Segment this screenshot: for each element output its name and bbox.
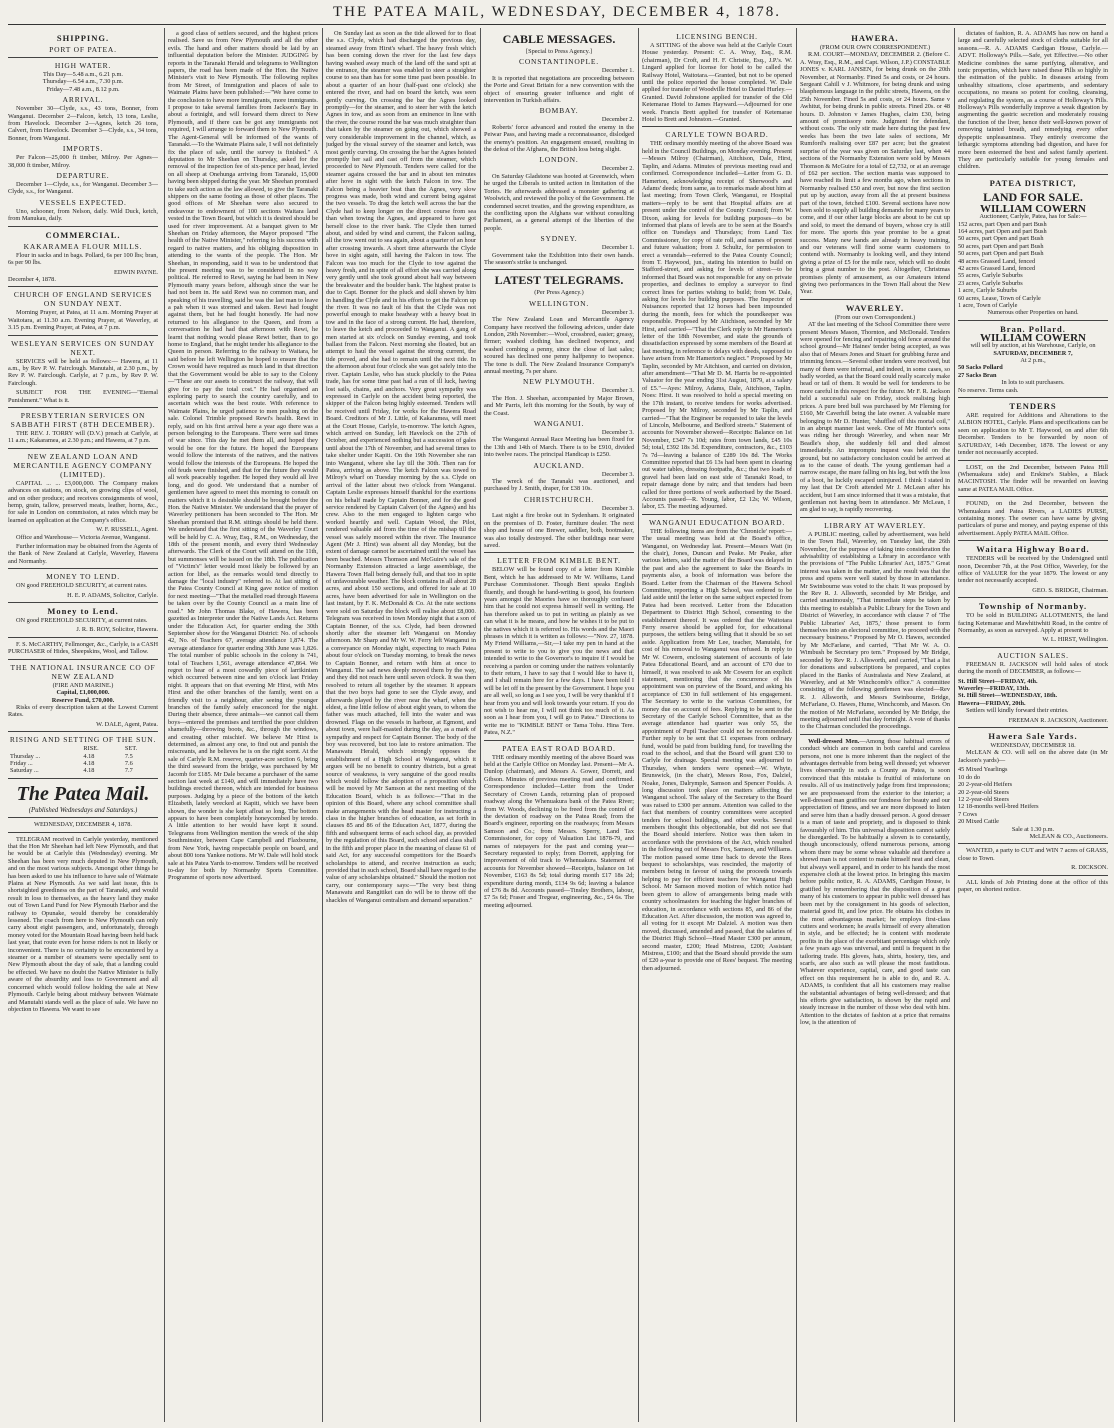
road-board-heading: PATEA EAST ROAD BOARD. bbox=[502, 743, 616, 753]
column-3 bbox=[326, 30, 476, 1420]
nz-loan-more: Further information may be obtained from the Agents of the Bank of New Zealand at Carlyle, Waverley, Hawera and Normanby. bbox=[8, 543, 158, 565]
list-item: 164 acres, part Open and part Bush bbox=[958, 227, 1047, 235]
editorial-text: TELEGRAM received in Carlyle yesterday, mentioned that the Hon Mr Sheehan had left New Plymouth, and that he would be at Carlyle this (Wednesday) evening. Mr Sheehan has been very much deputed in New Plymouth, and on the most various subjects. Amongst other things he has been asked to use his influence to have sale of Waimate Plains at New Plymouth. As we said last issue, this is shortsighted greediness on the part of Taranaki, and would result in loss to themselves, as the heavy land they make out of Town Land Fund for New Plymouth Harbor and the railway to Opunake, would thereby be considerably lessened. The coach from here to New Plymouth can only carry about eight passengers, and, unfortunately, through money voted for the Mountain Road having been held back last year, that route even for horse riders is not in likely or inconvenient. There is no certainty to be encountered by a steamer or a number of steamers were specially sent to New Plymouth about the day of sale, that a landing could be effected. We have no doubt the Native Minister is fully aware of the absurdity and loss to Government and all concerned which would follow holding the sale at New Plymouth. Carlyle being about midway between Waimate and Manutahi stands well as the place of sale. We have no objection to Hawera. We want to see bbox=[8, 835, 158, 1013]
column-1 bbox=[8, 30, 158, 1420]
column-6 bbox=[800, 30, 950, 1420]
list-item: 1 acre, Town of Carlyle bbox=[958, 302, 1018, 309]
licensing-heading: LICENSING BENCH. bbox=[676, 32, 758, 41]
column-5 bbox=[642, 30, 792, 1420]
cable-text: It is reported that negotiations are proceeding between the Porte and Great Britain for a new convention with the object of ensuring greater influence and right of intervention in Turkish affairs. bbox=[484, 74, 634, 105]
shipping-heading: SHIPPING. bbox=[56, 33, 110, 43]
arrival-heading: ARRIVAL. bbox=[62, 95, 104, 105]
column-divider bbox=[954, 28, 955, 1422]
list-item: 20 2-year-old Steers bbox=[958, 788, 1009, 796]
dateline: AUCKLAND. bbox=[533, 460, 585, 470]
imports-text: Per Falcon—25,000 ft timber, Milroy. Per Agnes—38,000 ft timber, Milroy. bbox=[8, 154, 158, 169]
list-item: 10 do do bbox=[958, 773, 981, 781]
normanby-text: TO be sold in BUILDING ALLOTMENTS, the land facing Ketemarae and Mawhitiwhiti Road, in the centre of Normanby, as soon as surveyed. Apply at present to bbox=[958, 612, 1108, 634]
list-item: 50 acres, part Open and part Bush bbox=[958, 242, 1044, 250]
nz-loan-office: Office and Warehouse— Victoria Avenue, Wanganui. bbox=[16, 533, 151, 541]
list-item: 42 acres Grassed Land, fenced bbox=[958, 264, 1036, 272]
list-item: 7 Cows bbox=[958, 810, 978, 818]
list-item: 50 acres, part Open and part Bush bbox=[958, 250, 1044, 258]
date: December 1. bbox=[601, 67, 634, 75]
adams-holloway-text: dictates of fashion, R. A. ADAMS has now on hand a large and carefully selected stock of cloths suitable for all seasons.—R. A. ADAMS Cardigan House, Carlyle.—ADVT. Holloway's Pills.—Safe, yet Effective.—No other Medicine combines the same purifying, alterative, and tonic properties, which have raised these Pills so highly in the estimation of the public. In diseases arising from unhealthy situations, close apartments, and sedentary occupations, no means so potent for cooling, cleansing, and regulating the system, as a course of Holloway's Pills. Holloway's Pills wonderfully improve a weak digestion by augmenting the gastric secretion and moderately rousing the function of the liver, hence their well-known power of removing tainted breath, and remedying every other dyspeptic unpleasantness. They entirely overcome the lethargic symptoms attending bad digestion, and have for more been esteemed the best and safest family aperient. They are particularly suitable for young females and children. bbox=[958, 30, 1108, 171]
date: December 3. bbox=[601, 504, 634, 512]
letter-heading: LETTER FROM KIMBLE BENT. bbox=[497, 556, 621, 566]
carlyle-board-heading: CARLYLE TOWN BOARD. bbox=[665, 130, 769, 140]
paper-date: WEDNESDAY, DECEMBER 4, 1878. bbox=[34, 821, 132, 829]
education-board-heading: WANGANUI EDUCATION BOARD. bbox=[648, 517, 786, 527]
tenders-text: ARE required for Additions and Alterations to the ALBION HOTEL, Carlyle. Plans and specifications can be seen on application to Mr T. Haywood, on and after 6th December. Tenders to be forwarded by noon of SATURDAY, 14th December, 1878. The lowest or any tender not necessarily accepted. bbox=[958, 412, 1108, 457]
bran-name: WILLIAM COWERN bbox=[979, 331, 1087, 344]
mclean-time: Sale at 1.30 p.m. bbox=[1011, 825, 1055, 833]
table-row: Friday ... 4.18 7.6 bbox=[10, 759, 133, 767]
waverley-sub: (From our own Correspondent.) bbox=[834, 313, 916, 321]
column-divider bbox=[638, 28, 639, 1422]
dateline: BOMBAY. bbox=[539, 106, 579, 116]
list-item: 50 Sacks Pollard bbox=[958, 364, 1003, 372]
sun-heading: RISING AND SETTING OF THE SUN. bbox=[9, 735, 157, 745]
list-item: 23 acres, Carlyle Suburbs bbox=[958, 279, 1023, 287]
insurance-signature: W. DALE, Agent, Patea. bbox=[96, 720, 158, 728]
cowern-name: WILLIAM COWERN bbox=[979, 202, 1087, 215]
cable-text: Government take the Exhibition into their own hands. The season's strike is unchanged. bbox=[484, 251, 634, 266]
column-divider bbox=[164, 28, 165, 1422]
date: December 2. bbox=[601, 165, 634, 173]
jackson-text: FREEMAN R. JACKSON will hold sales of stock during the month of DECEMBER, as follows:— bbox=[958, 660, 1108, 676]
list-item: Waverley—FRIDAY, 13th. bbox=[958, 685, 1030, 693]
wesleyan-text: SERVICES will be held as follows:— Hawera, at 11 a.m., by Rev P. W. Fairclough. Manutahi, at 2.30 p.m., by Rev P. W. Fairclough. Carlyle, at 7 p.m., by Rev P. W. Fairclough. bbox=[8, 357, 158, 387]
list-item: St. Hill Street—WEDNESDAY, 18th. bbox=[958, 692, 1058, 700]
waitara-text: TENDERS will be received by the Undersigned until noon, December 7th, at the Post Office, Waverley, for the office of VALUER for the year 1879. The lowest or any tender not necessarily accepted. bbox=[958, 555, 1108, 585]
commercial-heading: COMMERCIAL. bbox=[45, 229, 121, 240]
paper-subtitle: (Published Wednesdays and Saturdays.) bbox=[28, 806, 138, 814]
list-item: 60 acres, Lease, Town of Carlyle bbox=[958, 294, 1041, 302]
shipping-news-text: On Sunday last as soon as the tide allowed for to float the s.s. Clyde, which had discharged the previous day, steamed away from Hirst's wharf. The heavy fresh which has been coming down the river for the last few days having washed away much of the land off the sand spit at the entrance, the steamer was enabled to steer a straighter course to sea than has for some time past been possible. In about a quarter of an hour (half-past one o'clock) she entered the river, and had on board the ketch, was seen gently curving. On crossing the bar the Agnes looked promptly—for the steamer, and to steer her with the ketch Agnes in tow, and as soon from an eminence in line with the river, the course round the bar was much straighter than that taken by the steamer on going out, which showed a very considerable improvement in the channel, which, as judged by the visual survey of the steamer and ketch, was most gently curving. On crossing the bar the Agnes hoisted promptly her sail and cast off from the steamer, which proceeded to New Plymouth. Tenders were called for the steamer agains crossed the bar and in about ten minutes after hove in sight with the ketch Falcon in tow. The Falcon being a heavier boat than the Agnes, very slow progress was made, both wind and current being against the two vessels. To drag the ketch well across the bar the Clyde had to keep longer on the direct course from sea than when towing the Agnes, and appeared to have got herself close to the river bank. The Clyde then turned about, and sided by wind and current, the Falcon sailing, all the tow went out to sea again, about a quarter of an hour after crossing inwards. A short time afterwards the Clyde hove in sight again, still having the Falcon in tow. The Falcon was too much for the Clyde to tow against the heavy fresh, and in spite of all effort she was carried along very gently until she took ground about half way between the breakwater and the boulder bank. The highest praise is due to Capt. Bonner for the pluck and skill shown by him in handling the Clyde and in his efforts to get the Falcon up the river. It was no fault of his that the Clyde was not powerful enough to make headway with a heavy boat in tow and in the face of a strong current. He had, therefore, to leave the ketch and proceeded to Wanganui. A gang of men started at six o'clock on Sunday evening, and took ballast from the Falcon. Next morning she floated, but an attempt to haul the vessel against the strong current, the tide proved, and she had to remain until the next tide. In the afternoon about four o'clock she was got safely into the river. Captain Leslie, who has stuck pluckily to the Patea trade, has for some time past had a run of ill luck, having lost sails, chains, and anchors. Very great sympathy was expressed in Carlyle on the accident being reported, the skipper of the Falcon being highly esteemed. Tenders will be received until Friday, for works for the Hawera Road Board. Creditors of Mr J. Little, of Kakaramea, will meet at the Court House, Carlyle, to-morrow. The ketch Agnes, which arrived on Sunday, left Havelock on the 27th of October, and experienced nothing but a succession of gales until about the 17th of November, and had several times to take shelter under Kapiti. On the 19th November she ran into Wanganui, where she lay till the 30th. Then ran for Patea, arriving as above. The ketch Falcon was towed to Milroy's wharf on Tuesday morning by the s.s. Clyde on arrival of the latter about two o'clock from Wanganui. Captain Leslie expresses himself thankful for the exertions on his behalf made by Captain Bonner, and for the good service rendered by Captain Calvert (of the Agnes) and his crew. Also to the men engaged to lighten cargo who worked heartily and well. Captain Wood, the Pilot, rendered valuable aid from the time of the mishap till the vessel was safely moored within the river. The Insurance Agent (Mr J. Hirst) was absent all day Monday, but the extent of damage cannot be ascertained until the vessel has been beached. Messrs Thomson and McGuire's sale of the Normanby Extension attracted a large assemblage, the Hawera Town Hall being densely full, and that too in spite of unfavourable weather. The block contains in all about 28 acres, and about 150 sections, and offered for sale at 10 acres, have been advertised for sale in Wellington on the last instant, by F. K. McDonald & Co. At the rate sections were sold on Saturday the block will realise about £8,000. Telegram was received in town Monday night that a son of Captain Bonner, of the s.s. Clyde, had been drowned shortly after the steamer left Wanganui on Monday afternoon. Mr Sharp and Mr W. W. Ferry left Wanganui in a conveyance on Monday night, expecting to reach Patea about four o'clock on Tuesday morning, to break the news to Captain Bonner, and return with him at once to Wanganui. The sad news deeply moved them by the way, and they did not reach here until seven o'clock. It was then resolved to return all together by the steamer. It appears that the two boys had gone to see the Clyde away, and afterwards played by the river near the wharf, when the eldest, a fine little fellow of about eight years, to whom the father was much attached, fell into the water and was drowned. Flags on the vessels in harbour, at Egmont, and about town, were half-masted during the day, as a mark of sympathy and respect for Captain Bonner. The body of the boy was recovered, but too late to restore animation. The Manawatu Herald, which strongly opposes the establishment of a High School at Wanganui, which it argues will be no benefit to country districts, but a great source of weakness, is very sanguine of the good results which would follow the adoption of a proposition which will be moved by Mr Samson at the next meeting of the Education Board, which is as follows:—"That in the opinion of this Board, where any school committee shall make arrangements with the head master for instructing a class in the higher branches of education, as set forth in clauses 85 and 86 of the Education Act, 1877, during the fifth and subsequent terms of each school day, as provided by the regulation of this Board, such school and class shall in the fifth and proper place in the meaning of clause 61 of said Act, for any successful competitors for the Board's scholarships to attend, and receive instruction as such; provided that in such school, Board shall have regard to the value of any scholarships obtained." Should the motion not carry, our contemporary says:—"The very best thing Manawatu and Rangitikei can do will be to throw off the shackles of Wanganui centralism and demand separation." bbox=[326, 30, 476, 904]
auction-heading: AUCTION SALES. bbox=[997, 650, 1069, 660]
dateline: LONDON. bbox=[539, 155, 579, 165]
district-heading: PATEA DISTRICT, bbox=[989, 177, 1077, 188]
local-news-text: a good class of settlers secured, and the highest prices realised. Save us from New Plymouth and all the other evils. The hand and other matters should be laid by an influential deputation before the Minister. JUDGING by reports in the Taranaki Herald and telegrams to Wellington papers, the road has been made of the Hon. the Native Minister's visit to New Plymouth. The following replies from Mr Street, of Immigration and places of sale to Waimate Plains have been published:—"We have come to the conclusion to have more immigrants, more immigrants. I propose to take several families from Jackson's Bay in about a fortnight, and will forward them direct to New Plymouth, and if there can be got any immigrants not required, I will arrange to forward them to New Plymouth. The Agent-General will be informed of the wants of Taranaki.—To the Waimate Plains sale, I will not definitely fix the place of sale, until the survey is finished." A deputation to Mr Sheehan on Thursday, asked for the removal of the inspection fee of six-pence per head, levied on all sheep at Onehunga arriving from Taranaki, 15,000 having been shipped during the year. Mr Sheehan promised to take such action as the law allowed, to give the Taranaki shippers on the same footing as those of other places. The good offices of Mr Sheehan were also secured to endeavour to endowment of 100 sections Waitara land vested in the Town Board, but which it is desired should be used for river improvement. At a banquet given to Mr Sheehan on Friday afternoon, the Mayor proposed "The health of the Native Minister," referring to his success with regard to native matters, and his obliging disposition in attending to the wants of the people. The Hon. Mr Sheehan, in responding, said it was to be understood that the present meeting was to be considered in no way political. He referred to Rewi, saying he had been in New Plymouth many years before, although since the war he had not been in. He said Rewi was no common man, and speaking of his travelling, said he was the last man to leave a pah when it was stormed and taken. Rewi had fought against them, but he had fought honestly. He had now returned to his allegiance to the Queen, and from a conversation he had had that afternoon with Rewi, he learnt that nothing would please Rewi better, than to go home to England, that he might tender his allegiance to the Queen in person. Referring to the railway to Waitara, he said before he left Wellington he hoped to ensure that the Crown would have required as much land in that direction that the Government would be able to say to the Colony—"These are our assets to construct the railway, that will give for to pay the total cost." He had organised an exploring party to search the country carefully, and to ascertain which was the best route. With reference to Waimate Plains, he urged patience to men pushing on the sale. Colonel Trimble proposed Rewi's health. Rewi in reply, said on his first arrival here a year ago there was a person belonging to the Europeans. There were sad times of war since. This day he met them all, and hoped they would be one for the future. He hoped the Europeans would follow the interests of the natives, and the natives would follow the interests of the Europeans. He hoped the old feuds were finished, and that for the future they would all work peaceably together. He hoped they would all live long, and do good. We understand that a number of gentlemen have agreed to meet this morning to consult on matters which it is desirable should be brought before the Hon. the Native Minister. We understand that the prayer of Waverley petitioners has been seconded to The Hon. Mr Sheehan promised that R.M. sittings should be held there. We understand that the first sitting of the Waverley Court will be held by C. A. Wray, Esq., R.M., on Wednesday, the 18th of the present month, and every third Wednesday afterwards. The Clerk of the Court will attend on the 11th, but summonses will be issued on the 18th. The publication of "Victim's" letter would most likely be followed by an action for libel, as the remarks would tend directly to damage the "local industry" referred to. At last sitting of the Patea County Council at King gave notice of motion for next meeting—"That the metalled road through Hawera be taken over by the County Council as a main line of road." Mr John Thomas Blake, of Hawera, has been gazetted as Interpreter under the Native Lands Act. Returns under the Education Act, for quarter ending the 30th September show for the Wanganui District: No. of schools 42, No. of Teachers 67, average attendance 1,874. The average attendance for quarter ending 30th June was 1,826. The total number of public schools in the colony is 741, total of Teachers 1,561, average attendance 47,864. We regret to hear of a most cowardly piece of larrikinism which occurred between nine and ten o'clock last Friday night. It appears that on that evening Mr Hirst, with Mrs Hirst and the other branches of the family, went on a friendly visit to a neighbour, after seeing the younger branches of the family safely ensconced for the night. During their absence, three animals—we cannot call them boys—entered the premises and terrified the poor children shamefully—throwing boots, &c., through the windows, and creating other mischief. We believe Mr Hirst is determined, as almost any one, to find out and punish the miscreants, and he believes he is on the right scent. At the sale of Carlyle R.M. reserve, quarter-acre section 6, being the third seaward from the bridge, was purchased by Mr Jacomb for £185. Mr Dale became a purchaser of the same section last week at £140, and will immediately have two buildings erected thereon, which are intended for business purposes. Judging by a piece of the bottom of the ketch Elizabeth, lately wrecked at Kapiti, which we have been shown, the wonder is she kept afloat so long. The bottom appears to have been completely honeycombed by teredo. A little attention to her would have kept it sound. Telegrams from Wellington mention the wreck of the ship Southminster, between Cape Campbell and Flaxbourne, from New York, having respectable people on board, and about 800 tons Yankee notions. Mr W. Dale will hold stock sale at his Patea Yards to-morrow. Tenders will be received to-day for both by Normanby Sports Committee. Programme of sports now advertised. bbox=[168, 30, 318, 882]
well-dressed-heading: Well-dressed Men. bbox=[808, 737, 860, 745]
list-item: Hawera—FRIDAY, 20th. bbox=[958, 699, 1026, 707]
telegram-text: Last night a fire broke out in Sydenham. It originated on the premises of D. Foster, furniture dealer. The next shop and house of one Brewer, saddler, both, bootmaker, was also totally destroyed. The other buildings near were saved. bbox=[484, 512, 634, 549]
column-divider bbox=[322, 28, 323, 1422]
found-notice: FOUND, on the 2nd December, between the Whenuakura and Patea Rivers, a LADIES PURSE, containing money. The owner can have same by giving particulars of purse and money, and paying expense of this advertisement. Apply PATEA MAIL Office. bbox=[958, 500, 1108, 537]
high-water-line: Friday—7.48 a.m., 8.12 p.m. bbox=[46, 85, 120, 93]
wesleyan-subject: SUBJECT FOR THE EVENING—"Eternal Punishment." What is it. bbox=[8, 389, 158, 404]
presbyterian-text: THE REV. J. TORRY will (D.V.) preach at Carlyle, at 11 a.m.; Kakaramea, at 2.30 p.m.; and Hawera, at 7 p.m. bbox=[8, 429, 158, 445]
waitara-heading: Waitara Highway Board. bbox=[976, 544, 1090, 555]
money-heading: MONEY TO LEND. bbox=[46, 572, 120, 582]
vessels-text: Uno, schooner, from Nelson, daily. Wild Duck, ketch, from Manukau, daily. bbox=[8, 207, 158, 223]
bran-heading: Bran. Pollard. bbox=[1000, 323, 1066, 334]
high-water-line: This Day—5.48 a.m., 6.21 p.m. bbox=[43, 71, 123, 78]
dateline: NEW PLYMOUTH. bbox=[522, 377, 595, 387]
mccarthy-ad: F. S. McCARTHY, Fellmonger, &c., Carlyle, is a CASH PURCHASER of Hides, Sheepskins, Wool, and Tallow. bbox=[8, 640, 158, 656]
table-row: RISE. SET. bbox=[83, 745, 138, 753]
paper-title: The Patea Mail. bbox=[16, 782, 150, 805]
carlyle-board-text: THE ordinary monthly meeting of the above Board was held in the Council Buildings, on Monday evening. Present—Messrs Milroy (Chairman), Aitchison, Dale, Hirst, Taplin, and Adams. Minutes of previous meeting read and confirmed. Correspondence included—Letter from G. D. Hamerton, acknowledging receipt of Sherwood's and Adams' deeds; from same, as to remarks made about him at last meeting; from Town Clerk, Wanganui, re Hospital matters—reply to be sent that Hospital affairs are at present under the control of the County Council; from W. Dixon, asking for levels for building purposes—to be informed that plans of levels are to be seen at the Board's office on Tuesdays and Thursdays; from Land Tax Commissioner, for copy of rate roll, and names of present and future valuation; from J. Schultz, for permission to erect a verandah—referred to the Patea County Council; from T. Haywood, jun., stating his intention to build on Stafford-street, and asking for levels of street—to be informed that Board was not responsible for any on private properties, and declines to employ a surveyor to find correct lines for parties wishing to build; from W. Dale, asking for levels for building purposes. The Inspector of Nuisances reported that 12 horses had been impounded during the month, fees for which the poundkeeper was responsible. Proposed by Mr Aitchison, seconded by Mr Hirst, and carried—"That the Clerk reply to Mr Hamerton's letter of the 18th November, and state the grounds of dissatisfaction expressed by some members of the Board at last meeting, in reference to delays with deeds, supposed to have arisen from Mr Hamerton's neglect." Proposed by Mr Taplin, seconded by Mr Aitchison, and carried on division, after amendment—"That Mr D. M. Harris be re-appointed Valuator for the year ending 31st August, 1879, at a salary of £5."—Ayes: Milroy, Adams, Dale, Aitchison, Taplin. Noes: Hirst. It was resolved to hold a special meeting on the 17th instant, to receive tenders for works advertised. Proposed by Mr Milroy, seconded by Mr Taplin, and carried—"That the Engineer be requested to take the levels of Lincoln, Melbourne, and Bedford streets." Statement of accounts for November showed—Receipts: Balance on 1st November, £347 7s 10d; rates from town lands, £45 10s 5d; total, £392 18s 3d. Expenditure, contractors, &c., £103 7s 7d—leaving a balance of £289 10s 8d. The Works Committee reported that £6 13s had been spent in clearing out water tables, dressing footpaths, &c.; that two loads of gravel had been laid on east side of Taranaki Road, to repair damage done by rain; and that tenders had been called for three portions of work authorised by the Board. Accounts passed—R. Young, labor, £2 12s; W. Wilson, labor, £5. The meeting adjourned. bbox=[642, 140, 792, 511]
telegram-text: The Wanganui Annual Race Meeting has been fixed for the 13th and 14th of March. There is to be £910, divided into twelve races. The principal Handicap is £250. bbox=[484, 436, 634, 459]
list-item: 48 acres Grassed Land, fenced bbox=[958, 257, 1036, 265]
normanby-signature: W. L. HIRST, Wellington. bbox=[1042, 636, 1108, 644]
job-printing-text: ALL kinds of Job Printing done at the office of this paper, on shortest notice. bbox=[958, 878, 1108, 893]
column-2 bbox=[168, 30, 318, 1420]
bran-time: At 2 p.m., bbox=[1020, 357, 1046, 365]
high-water-heading: HIGH WATER. bbox=[54, 61, 112, 70]
insurance-reserve: Reserve Fund, £70,000. bbox=[51, 696, 115, 704]
waverley-text: AT the last meeting of the School Committee there were present Messrs Mason, Thornton, and McDonald. Tenders were opened for fencing and repairing old fence around the school ground—Mr Haines' tender being accepted, as was also that of Messrs Jones and Stuart for grubbing furze and trimming fences.—Several other tenders were received, but many of them were informal, and indeed, in some cases, so badly worded, as that the Board could really scarcely make head or tail of them. It would be well for tenderers to be more careful in this respect for the future. Mr F. R. Jackson held a successful sale on Friday, stock realising high prices. A pure bred bull was purchased by Mr Fleming for £160, Mr Caverhill being the late owner. A valuable mare belonging to Mr D. Hunter, "shuffled off this mortal coil," in an abrupt manner last week. One of Mr Hunter's sons was riding her through Waverley, and when near Mr Beadle's shop, she suddenly fell and died almost immediately. An impromptu inquest was held on the ground, but no satisfactory conclusion could be arrived at as to the cause of death. The young gentleman had a narrow escape, the mare falling on his leg, but with the loss of a boot, he luckily escaped uninjured. I think I stated in my last that Dr Croft attended Mr J. McLean after his accident, but I am since informed that it was a mistake, that gentleman not having been in attendance. Mr McLean, I am glad to say, is rapidly recovering. bbox=[800, 321, 950, 514]
list-item: 20 2-year-old Heifers bbox=[958, 781, 1013, 789]
land-sale-heading: LAND FOR SALE. bbox=[983, 189, 1083, 204]
money2-text: ON good FREEHOLD SECURITY, at current rates. bbox=[16, 617, 148, 625]
vessels-heading: VESSELS EXPECTED. bbox=[39, 197, 127, 207]
normanby-heading: Township of Normanby. bbox=[978, 601, 1088, 612]
flour-heading: KAKARAMEA FLOUR MILLS. bbox=[23, 241, 143, 251]
nz-loan-signature: W. F. RUSSELL, Agent. bbox=[96, 526, 158, 534]
high-water-line: Thursday—6.54 a.m., 7.30 p.m. bbox=[42, 78, 124, 86]
telegram-text: The wreck of the Taranaki was auctioned, and purchased by J. Smith, draper, for £38 10s. bbox=[484, 478, 634, 493]
cable-text: On Saturday Gladstone was hooted at Greenwich, when he urged the Liberals to united action in limitation of the Tories. He afterwards addressed a monster gathering at Woolwich, and reviewed the policy of the Government. He condemned secret treaties, and the growing expenditure, as the conflicting upon the Afghans war without consulting Parliament, as a general attempt of the liberties of the people. bbox=[484, 172, 634, 232]
flour-signature: EDWIN PAYNE. bbox=[114, 268, 158, 276]
hawera-sale-heading: Hawera Sale Yards. bbox=[988, 731, 1078, 742]
column-divider bbox=[796, 28, 797, 1422]
latest-sub: (Per Press Agency.) bbox=[534, 289, 584, 297]
wanted-signature: R. DICKSON. bbox=[1071, 864, 1108, 872]
dateline: WANGANUI. bbox=[533, 419, 585, 429]
date: December 2. bbox=[601, 116, 634, 124]
column-divider bbox=[480, 28, 481, 1422]
list-item: 45 Mixed Yearlings bbox=[958, 766, 1008, 774]
land-list bbox=[958, 221, 1108, 310]
top-rule bbox=[8, 24, 1106, 25]
telegram-text: The New Zealand Loan and Mercantile Agency Company have received the following advices, under date London, 29th November:—Wool, crossbred, easier; greasy, firmer; washed clothing has declined twopence, and washed combing a penny, since the close of last sales; scoured has declined one penny halfpenny to twopence. The tone is dull. The New Zealand Insurance Company's annual meeting, 7s per share. bbox=[484, 316, 634, 375]
church-heading: CHURCH OF ENGLAND SERVICES ON SUNDAY NEXT. bbox=[13, 290, 153, 309]
presbyterian-heading: PRESBYTERIAN SERVICES ON SABBATH FIRST (8TH DECEMBER). bbox=[10, 410, 156, 429]
date: December 3. bbox=[601, 429, 634, 437]
jackson-signature: FREEMAN R. JACKSON, Auctioneer. bbox=[1008, 716, 1108, 724]
list-item: 50 acres, part Open and part Bush bbox=[958, 235, 1044, 243]
lost-notice: LOST, on the 2nd December, between Patea Hill (Whenuakura side) and Erskine's Stables, a Black MACINTOSH. The finder will be rewarded on leaving same at PATEA MAIL Office. bbox=[958, 463, 1108, 493]
port-heading: PORT OF PATEA. bbox=[49, 45, 117, 54]
sun-table bbox=[8, 745, 158, 775]
list-item: St. Hill Street—FRIDAY, 4th. bbox=[958, 677, 1038, 685]
date: December 3. bbox=[601, 470, 634, 478]
nz-loan-heading: NEW ZEALAND LOAN AND MERCANTILE AGENCY COMPANY (LIMITED). bbox=[13, 451, 153, 479]
hawera-sub: (FROM OUR OWN CORRESPONDENT.) bbox=[819, 44, 931, 51]
waverley-heading: WAVERLEY. bbox=[845, 302, 905, 313]
money2-signature: J. R. B. ROY, Solicitor, Hawera. bbox=[76, 626, 158, 634]
arrivals-text: November 30—Clyde, s.s., 43 tons, Bonner, from Wanganui. December 2—Falcon, ketch, 13 tons, Leslie, from Havelock. December 2—Agnes, ketch 26 tons, Calvert, from Havelock. December 3—Clyde, s.s., 34 tons, Bonner, from Wanganui. bbox=[8, 105, 158, 142]
hawera-sale-date: WEDNESDAY, DECEMBER 18. bbox=[990, 742, 1076, 750]
list-item: 55 acres, Carlyle Suburbs bbox=[958, 272, 1023, 280]
money-signature: H. E. P. ADAMS, Solicitor, Carlyle. bbox=[67, 591, 158, 599]
mclean-text: McLEAN & CO. will sell on the above date (in Mr Jackson's yards)— bbox=[958, 749, 1108, 764]
dateline: SYDNEY. bbox=[540, 234, 578, 244]
lands-more: Numerous other Properties on hand. bbox=[987, 309, 1079, 317]
dateline: CONSTANTINOPLE. bbox=[519, 57, 599, 67]
date: December 1. bbox=[601, 244, 634, 252]
departures-text: December 1—Clyde, s.s., for Wanganui. December 3—Clyde, s.s., for Wanganui. bbox=[8, 181, 158, 196]
tenders-heading: TENDERS bbox=[1009, 401, 1057, 412]
list-item: 12 18-months well-bred Heifers bbox=[958, 803, 1039, 811]
money2-heading: Money to Lend. bbox=[47, 606, 119, 617]
nz-loan-text: CAPITAL ... ... £3,000,000. The Company makes advances on stations, on stock, on growing clips of wool, and on other produce; and receives consignments of wool, hemp, grain, tallow, preserved meats, leather, horns, &c., for sale in London on commission, at rates which may be learned on application at the Company's office. bbox=[8, 479, 158, 524]
church-text: Morning Prayer, at Patea, at 11 a.m. Morning Prayer at Waitotara, at 11.30 a.m. Evening Prayer, at Waverley, at 3.15 p.m. Evening Prayer, at Patea, at 7 p.m. bbox=[8, 309, 158, 332]
insurance-sub: (FIRE AND MARINE.) bbox=[52, 681, 114, 689]
bran-lots: In lots to suit purchasers. bbox=[1001, 379, 1065, 387]
list-item: 20 Mixed Cattle bbox=[958, 818, 999, 826]
date: December 3. bbox=[601, 387, 634, 395]
hawera-heading: HAWERA. bbox=[851, 33, 899, 43]
education-board-text: THE following items are from the 'Chronicle' report:— The usual meeting was held at the Board's office, Wanganui, on Wednesday last. Present—Messrs Watt (in the chair), Jones, Duncan and Peake. Mr Peake, after various letters, said the matter of the Board was delayed in the past and also the agreement to take the Board's in payments also, a book of information was before the Board. Letter from the Chairman of the Hawera School Committee, reporting a High School, was ordered to be laid aside until the letter on the same subject expected from Patea had been received. Letter from the Education Department to District High School, consenting to the establishment thereof. It was ordered that the Waitotara Ferry reserve should be applied for, for educational purposes, the settlers being willing that it should be so set aside. Application from Mr Lee, teacher, Manutahi, for cost of his removal to Wanganui was refused. In reply to Mr W. Cowern, enclosing statement of accounts of late Patea Educational Board, and an account of £70 due to himself, it was resolved to ask Mr Cowern for an explicit statement, mentioning that the concurrence of his appointment was on purview of the Board, and asking his acceptance of £30 in full settlement of his engagement. The Secretary to write to the various Committees, for money due on account of fees. Replying to be sent to the Secretary of the Carlyle School Committee, that as the average attendance had quarter was only 55, the appointment of Pupil Teacher could not be recommended. Further reply to be sent that £1 expenses from ordinary fund, would be paid from building fund, for travelling the road to the school, and that the Board will grant £30 to Carlyle for drainage. Special meeting was adjourned to Thursday, when tenders were opened:—W. Whyte, Brunswick, (in the chair), Messrs Ross, Fox, Dalziel, Noake, Jones, Dalrymple, Samson and Spencer Foulds. A long discussion took place on matters affecting the Wanganui school. The salary of the Secretary to the Board was raised to £300 per annum. Attention was called to the fact that members of country committees were accepted tenders for school buildings, and other works. Several members thought this objectionable, but did not see that the Board should interfere. Notice was then taken in accordance with the provisions of the Act, which resulted in the following out of Messrs Fox, Samson, and Williams. The motion passed some time back to devote the Rees bequest to scholarships, was rescinded, the majority of members being in favour of using the proceeds towards helping to pay for efficient teachers for Wanganui High School. Mr Samson moved motion of which notice had been given to allow of arrangements being made with country schoolmasters for teaching the higher branches of education, in accordance with sections 85, and 86 of the Education Act. After discussion, the motion was agreed to, all voting for it except Mr Dalziel. A motion was then moved, discussed, amended and passed, that the salaries of the District High School—Head Master £300 per annum, second master, £200; Head Mistress, £200; Assistant Mistress, £100; and that the Board should provide the sum of £20 a-year to provide one of Rees' bequest. The meeting then adjourned. bbox=[642, 527, 792, 972]
column-7 bbox=[958, 30, 1108, 1420]
telegram-text: The Hon. J. Sheehan, accompanied by Major Brown, and Mr Parris, left this morning for the South, by way of the Coast. bbox=[484, 394, 634, 417]
licensing-text: A SITTING of the above was held at the Carlyle Court House yesterday. Present: C. A. Wray, Esq., R.M. (chairman), Dr Croft, and H. F. Christie, Esq., J.P.'s. W. Lingard applied for license for hotel to be called the Railway Hotel, Waitotara.—Granted, but not to be opened until the police reported the house completed. W. Dale applied for transfer of Woodville Hotel to Daniel Hurley.—Granted. David Johnstone applied for transfer of the Old Ketemarae Hotel to James Hayward.—Adjourned for one week. Francis Brett applied for transfer of Ketemarae Hotel to Brett and Johnston.—Granted. bbox=[642, 42, 792, 124]
table-row: Saturday ... 4.18 7.7 bbox=[10, 767, 133, 775]
bran-date: SATURDAY, DECEMBER 7, bbox=[993, 349, 1073, 357]
wesleyan-heading: WESLEYAN SERVICES ON SUNDAY NEXT. bbox=[11, 338, 155, 357]
list-item: 27 Sacks Bran bbox=[958, 371, 997, 379]
flour-text: Flour in sacks and in bags. Pollard, 6s per 100 lbs; bran, 6s per 90 lbs. bbox=[8, 251, 158, 267]
list-item: 12 2-year-old Steers bbox=[958, 795, 1009, 803]
library-text: A PUBLIC meeting, called by advertisement, was held in the Town Hall, Waverley, on Tuesday last, the 26th November, for the purpose of taking into consideration the advisability of establishing a Library in accordance with the provisions of "The Public Libraries' Act, 1875." Great interest was taken in the matter, and the result was that the press and opens were well stated by those in attendance. Mr Swinbourne was voted to the chair. It was proposed by the Rev R. J. Allsworth, seconded by Mr Bridge, and carried unanimously, "That immediate steps be taken by this meeting to establish a Public Library for the Town and District of Waverley, in accordance with clause 7 of 'The Public Libraries' Act, 1875,' those present to form themselves into an electoral committee, to proceed with the necessary business." Proposed by Mr O. Hawes, seconded by Mr McFarlane, and carried, "That Mr W. A. O. Wimbush be Secretary pro tem." Proposed by Mr Bridge, seconded by Rev R. J. Allsworth, and carried, "That a list for donations and subscriptions be prepared, and copies placed in the Banks of Australasia and New Zealand, at Waverley, and at Mr Winchcomb's office." A committee consisting of the following gentlemen was elected—Rev R. J. Allsworth, and Messrs Swinbourne, Bridge, McFarlane, O. Hawes, Hume, Winchcomb, and Mason. On the motion of Mr McFarlane, seconded by Mr Bridge, the meeting adjourned until that day fortnight. A vote of thanks to the Chairman concluded the proceedings. bbox=[800, 530, 950, 731]
masthead: THE PATEA MAIL, WEDNESDAY, DECEMBER 4, 1878. bbox=[332, 4, 782, 20]
bran-terms: No reserve. Terms cash. bbox=[958, 386, 1019, 394]
insurance-heading: THE NATIONAL INSURANCE CO OF NEW ZEALAND bbox=[10, 662, 156, 681]
dateline: WELLINGTON. bbox=[528, 298, 590, 308]
cable-heading: CABLE MESSAGES. bbox=[502, 32, 616, 46]
insurance-capital: Capital, £1,000,000. bbox=[56, 689, 110, 697]
bran-text: will sell by auction, at his Warehouse, Carlyle, on bbox=[970, 342, 1096, 350]
list-item: 1 acre, Carlyle Suburbs bbox=[958, 287, 1018, 295]
hawera-text: R.M. COURT—MONDAY, DECEMBER 2. (Before C. A. Wray, Esq., R.M., and Capt. Wilson, J.P.) CONSTABLE JONES v. KARL JANSEN, for being drunk on the 20th November, at Normanby. Fined 5s and costs, or 24 hours. Sergeant Cahill v J. Whitmore, for being drunk and using blasphemous language in the public streets, Hawera, on the 25th November. Fined 5s and costs, or 24 hours. Same v Awhitut, for being drunk in public streets. Fined 20s. or 48 hours. D. Johnston v James Hughes, claim £30, being amount of promissory note. Judgment for defendant, without costs. The only stir made here during the past few weeks has been the two late sales of sections, Mr Rumford's realising over £87 per acre; but the greatest surprise of the year was given on Saturday last, when 44 sections of the Normanby Extension were sold by Messrs Thomson & McGuire for a total of £2,732, or at an average of £62 per section. The section mania was supposed to have reached its limit a few months ago, when sections in Normanby realised £50 and over, but now the first section put up by auction, away from all the at present business part of the town, fetched £100. Several sections have now been sold to supply all building demands for many years to come, and if our other large blocks are about to be cut up and sold, to meet the demand of buyers, whose cry is still for more. The sports this year promise to be a great success. Many new hands are already in heavy training, and our veterans will find some warm customers to contend with. Normanby is looking well, and they intend giving a prize of £5 for the mile race, which will no doubt bring a great number to the post. Altogether, Christmas promises plenty of amusement, as our Amateurs intend giving two performances in the Town Hall about the New Year. bbox=[800, 51, 950, 296]
imports-heading: IMPORTS. bbox=[62, 144, 104, 154]
dateline: CHRISTCHURCH. bbox=[523, 494, 595, 504]
date: December 3. bbox=[601, 308, 634, 316]
waitara-signature: GEO. S. BRIDGE, Chairman. bbox=[1032, 586, 1108, 594]
letter-text: BELOW will be found copy of a letter from Kimble Bent, which he has addressed to Mr W. Williams, Land Purchase Commissioner. Though Bent speaks English fluently, and though he hand-writing is good, his fourteen years amongst the Maories have so thoroughly confused him that he could not express himself well in writing. He has therefore asked us to put in writing as plainly as we can what it is he means, and how he wishes it to be put to the natives which it is referred to. His words and the Maori phrases in which it is written as follows:—"Nov. 27, 1878. My Friend Williams,—Sir,—I take my pen in hand at the present to write to you to give you the news and that intended to write to the Governor's to inquire if I would be receiving a pardon or coming under the natives voluntarily to their return, I have to say that I would like to have it, and I shall remain here for a few days. I have been told I will be let off in the present by the Government. I hope you are all well, so long as I see you, I will be very thankful if I hear from you and will look towards your return. If you do not wish to hear me, I will not think too much of it. As soon as I hear from you, I will go to Patea." Directions to write me to "KIMBLE BENT or Tama Tohu. Hina Tere. Patea, N.Z." bbox=[484, 566, 634, 737]
mclean-signature: McLEAN & CO., Auctioneers. bbox=[1029, 832, 1108, 840]
flour-date: December 4, 1878. bbox=[8, 275, 56, 283]
column-4 bbox=[484, 30, 634, 1420]
latest-heading: LATEST TELEGRAMS. bbox=[494, 273, 624, 288]
well-dressed-text: Well-dressed Men.—Among those habitual errors of conduct which are common in both careful and careless persons, not one is more inherent than the neglect of the advantages derivable from being well dressed; yet whoever lives observantly in such a County as Patea, is soon convinced that this mistake is fruitful of misfortune on results. All of us instinctively judge from first impressions; we are prepossessed from the exterior to the interior; a well-dressed man gratifies our fondness for beauty and our appreciation of fitness, and we are more disposed to listen and serve him than a badly dressed person. A good dresser is a man of taste and propriety, and is disposed to think favourably of him. This universal disposition cannot safely be disregarded. To be habitually a sloven is to constantly, though unconsciously, offend numerous persons, among whom there may be some whose valuable aid therefore a shrewd man is not content to make himself neat and clean, but always well apparel, and in order to his hands the most expensive cloth at the lowest price. In bringing this maxim before public notice, R. A. ADAMS, Cardigan House, is gratified by remembering that the disposition of a great many of his customers to appear in public well dressed has been met by the consignment in his goods of selection, material good fit, and low price. He obtains his clothes in the most advantageous market; he employs first-class cutters and workmen; he avails himself of every alteration in style, and be effected; he is content with moderate profits in the place of the exorbitant percentage which only a few years ago was universal, and until is frequent in the tailoring trade. His gloves, hats, shirts, hosiery, ties, and scarfs, are also such as will please the most fastidious. Whatever experience, capital, care, and good taste can effect on this requirement he is able to do, and R. A. ADAMS, is confident that all his customers may realise the substantial advantages of being well-dressed; and that his efforts give satisfaction, is shown by the rapid and steady increase in the number of those who deal with him. Attention to the dictates of fashion at a price that remains low, is the attention of bbox=[800, 737, 950, 1027]
departure-heading: DEPARTURE. bbox=[56, 171, 110, 181]
wanted-text: WANTED, a party to CUT and WIN 7 acres of GRASS, close to Town. bbox=[958, 847, 1108, 862]
list-item: 152 acres, part Open and part Bush bbox=[958, 220, 1047, 228]
cable-sub: [Special to Press Agency.] bbox=[525, 48, 593, 55]
money-text: ON good FREEHOLD SECURITY, at current rates. bbox=[16, 582, 148, 590]
table-row: Thursday ... 4.18 7.5 bbox=[10, 752, 133, 760]
cowern-sub: Auctioneer, Carlyle, Patea, has for Sale:— bbox=[979, 213, 1087, 221]
road-board-text: THE ordinary monthly meeting of the above Board was held at the Carlyle Office on Monday last. Present—Mr A. Dunlop (chairman), and Messrs A. Gower, Dorrett, and Gibson. Minutes of previous meeting read and confirmed. Correspondence included—Letter from the Under Secretary of Crown Lands, returning plan of proposed roadway along the Whenuakura bank of the Patea River; from W. Woods, declining to be freed from the control of the deviation of roadway on the Patea Road; from the Board's engineer, reporting on the roadways; from Messrs Samson and Co.; from Messrs. Sperry, Land Tax Commissioner, for copy of Valuation List 1878-79, and names of ratepayers for the past and coming year—Secretary requested to reply; from Dorrett, applying for improvement of old track to Whenuakura. Statement of accounts for November showed—Receipts, balance on 1st November, £163 8s 5d; total during month £17 18s 2d; expenditure during month, £134 9s 6d; leaving a balance of £76 8s 8d. Accounts passed—Tinsley Brothers, labour, £7 5s 6d; Fraser and Tregear, engineering, &c., £4 6s. The meeting adjourned. bbox=[484, 753, 634, 909]
insurance-text: Risks of every description taken at the Lowest Current Rates. bbox=[8, 703, 158, 719]
library-heading: LIBRARY AT WAVERLEY. bbox=[824, 520, 926, 530]
jackson-more: Settlers will kindly forward their entries. bbox=[966, 707, 1069, 715]
cable-text: Roberts' force advanced and routed the enemy in the Peiwar Pass, and having made a reconnaissance, dislodged the enemy's position. An engagement ensued, resulting in the defeat of the Afghans, the British loss being slight. bbox=[484, 123, 634, 154]
